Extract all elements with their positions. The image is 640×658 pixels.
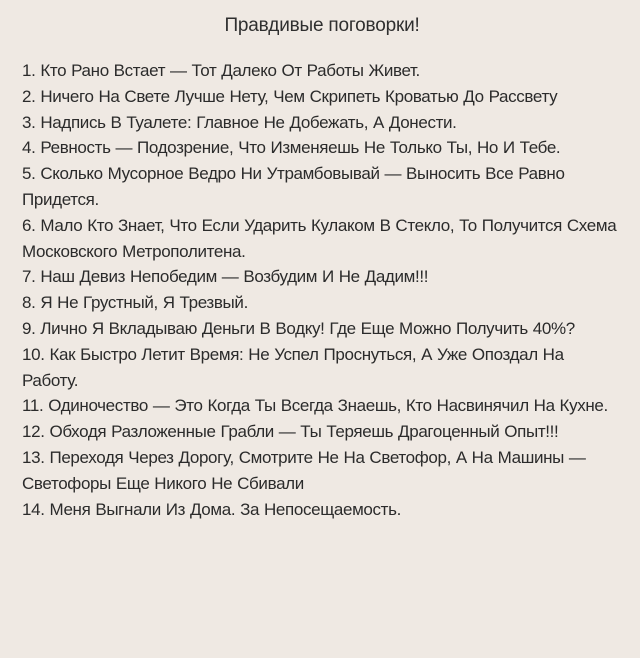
list-item: 14. Меня Выгнали Из Дома. За Непосещаемость. [22,499,401,519]
list-item: 9. Лично Я Вкладываю Деньги В Водку! Где Еще Можно Получить 40%? [22,318,575,338]
list-item: 12. Обходя Разложенные Грабли — Ты Теряешь Драгоценный Опыт!!! [22,422,559,442]
list-item: 10. Как Быстро Летит Время: Не Успел Проснуться, А Уже Опоздал На Работу. [22,344,564,390]
page-title: Правдивые поговорки! [224,15,420,36]
list-item: 13. Переходя Через Дорогу, Смотрите Не На Светофор, А На Машины — Светофоры Еще Никого Не Сбивали [22,447,586,493]
sayings-list [22,58,622,522]
list-item: 2. Ничего На Свете Лучше Нету, Чем Скрипеть Кроватью До Рассвету [22,86,558,106]
list-item: 4. Ревность — Подозрение, Что Изменяешь Не Только Ты, Но И Тебе. [22,138,561,158]
list-item: 11. Одиночество — Это Когда Ты Всегда Знаешь, Кто Насвинячил На Кухне. [22,396,608,416]
list-item: 8. Я Не Грустный, Я Трезвый. [22,293,248,313]
list-item: 3. Надпись В Туалете: Главное Не Добежать, А Донести. [22,112,457,132]
list-item: 6. Мало Кто Знает, Что Если Ударить Кулаком В Стекло, То Получится Схема Московского Метрополитена. [22,215,617,261]
list-item: 5. Сколько Мусорное Ведро Ни Утрамбовывай — Выносить Все Равно Придется. [22,164,565,209]
list-item: 1. Кто Рано Встает — Тот Далеко От Работы Живет. [22,61,420,80]
list-item: 7. Наш Девиз Непобедим — Возбудим И Не Дадим!!! [22,267,429,287]
